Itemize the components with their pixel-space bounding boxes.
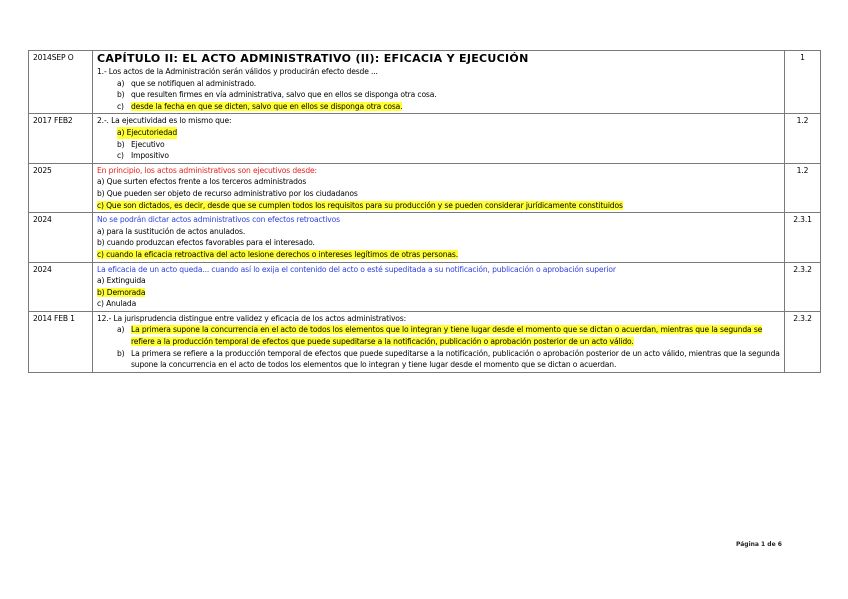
option-a: a) Que surten efectos frente a los terceros administrados <box>97 177 307 187</box>
section-ref: 1.2 <box>785 163 821 212</box>
option-b <box>97 89 780 101</box>
question-text: 1.- Los actos de la Administración serán válidos y producirán efecto desde ... <box>97 67 378 76</box>
option-label: b) <box>117 348 125 358</box>
table-row <box>29 311 821 372</box>
option-label: c) <box>117 101 124 111</box>
table-row <box>29 114 821 163</box>
highlighted-answer: Ejecutoriedad <box>126 127 178 137</box>
question-cell <box>93 114 785 163</box>
highlighted-answer: c) cuando la eficacia retroactiva del acto lesione derechos o intereses legítimos de otras personas. <box>97 249 458 259</box>
option-text: Impositivo <box>131 151 169 161</box>
table-row <box>29 213 821 262</box>
option-text: Ejecutivo <box>131 139 165 149</box>
table-row <box>29 163 821 212</box>
exam-date: 2017 FEB2 <box>29 114 93 163</box>
option-c-correct <box>97 200 780 212</box>
option-a: a) Extinguida <box>97 276 146 286</box>
question-cell <box>93 51 785 114</box>
option-a-correct <box>97 127 780 139</box>
option-text: La primera se refiere a la producción temporal de efectos que puede supeditarse a la notificación, publicación o aprobación posterior de un acto válido, mientras que la segunda supone la concurrencia en el acto de todos los elementos que lo integran y tiene lugar desde el momento que se dictan o acuerdan. <box>131 348 780 370</box>
highlighted-answer: c) Que son dictados, es decir, desde que se cumplen todos los requisitos para su producción y se pueden considerar jurídicamente constituidos <box>97 200 623 210</box>
exam-date: 2025 <box>29 163 93 212</box>
option-b <box>97 348 780 371</box>
highlighted-answer: desde la fecha en que se dicten, salvo que en ellos se disponga otra cosa. <box>131 101 403 111</box>
exam-date: 2014SEP O <box>29 51 93 114</box>
option-c: c) Anulada <box>97 299 137 309</box>
question-text: La eficacia de un acto queda... cuando así lo exija el contenido del acto o esté supeditada a su notificación, publicación o aprobación superior <box>97 264 616 274</box>
option-label: a) <box>117 78 125 88</box>
option-text: que se notifiquen al administrado. <box>131 78 257 88</box>
section-ref: 2.3.1 <box>785 213 821 262</box>
option-label: c) <box>117 151 124 161</box>
question-text: No se podrán dictar actos administrativos con efectos retroactivos <box>97 215 340 225</box>
questions-table <box>28 50 821 373</box>
option-b-correct <box>97 287 780 299</box>
question-text: En principio, los actos administrativos son ejecutivos desde: <box>97 165 317 175</box>
question-cell <box>93 311 785 372</box>
option-label: a) <box>117 325 125 335</box>
section-ref: 1 <box>785 51 821 114</box>
option-a: a) para la sustitución de actos anulados. <box>97 226 246 236</box>
exam-date: 2014 FEB 1 <box>29 311 93 372</box>
option-a-correct <box>97 324 780 347</box>
option-text: que resulten firmes en vía administrativa, salvo que en ellos se disponga otra cosa. <box>131 90 437 100</box>
question-text: 2.-. La ejecutividad es lo mismo que: <box>97 116 232 126</box>
table-row <box>29 51 821 114</box>
question-text: 12.- La jurisprudencia distingue entre validez y eficacia de los actos administrativos: <box>97 313 407 323</box>
page-number: Página 1 de 6 <box>736 541 782 548</box>
option-label: b) <box>117 90 125 100</box>
option-c-correct <box>97 249 780 261</box>
option-label: b) <box>117 139 125 149</box>
option-a <box>97 78 780 90</box>
option-c-correct <box>97 101 780 113</box>
highlighted-answer: La primera supone la concurrencia en el acto de todos los elementos que lo integran y tiene lugar desde el momento que se dictan o acuerdan, mientras que la segunda se refiere a la producción temporal de efectos que puede supeditarse a la notificación, publicación o aprobación posterior de un acto válido. <box>131 325 763 347</box>
option-b <box>97 139 780 151</box>
chapter-title: CAPÍTULO II: EL ACTO ADMINISTRATIVO (II): EFICACIA Y EJECUCIÓN <box>97 52 529 65</box>
question-cell <box>93 262 785 311</box>
exam-date: 2024 <box>29 213 93 262</box>
option-label: a) <box>117 127 125 137</box>
section-ref: 2.3.2 <box>785 311 821 372</box>
option-b: b) Que pueden ser objeto de recurso administrativo por los ciudadanos <box>97 188 358 198</box>
option-c <box>97 150 780 162</box>
table-row <box>29 262 821 311</box>
document-page <box>28 50 821 373</box>
section-ref: 2.3.2 <box>785 262 821 311</box>
highlighted-answer: b) Demorada <box>97 287 146 297</box>
section-ref: 1.2 <box>785 114 821 163</box>
exam-date: 2024 <box>29 262 93 311</box>
option-b: b) cuando produzcan efectos favorables para el interesado. <box>97 238 315 248</box>
question-cell <box>93 163 785 212</box>
question-cell <box>93 213 785 262</box>
